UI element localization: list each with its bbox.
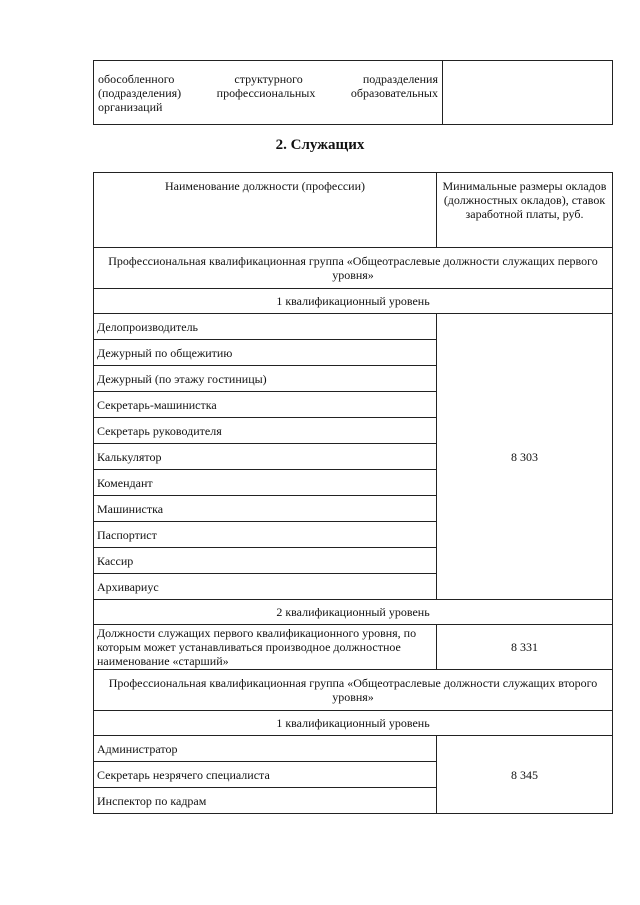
position-name: Архивариус (94, 574, 437, 600)
position-name: Секретарь-машинистка (94, 392, 437, 418)
salary-value: 8 345 (437, 736, 613, 814)
top-row-word: образовательных (350, 85, 438, 100)
table-row (94, 314, 613, 340)
level-title: 1 квалификационный уровень (94, 289, 613, 314)
position-name: Инспектор по кадрам (94, 788, 437, 814)
position-name: Дежурный по общежитию (94, 340, 437, 366)
top-row-word: подразделения (362, 71, 438, 86)
top-row-line-2 (98, 86, 438, 100)
level-title-row (94, 711, 613, 736)
position-name: Администратор (94, 736, 437, 762)
top-row-value-cell (443, 61, 613, 125)
table-row (94, 625, 613, 670)
level-title: 2 квалификационный уровень (94, 600, 613, 625)
position-name: Комендант (94, 470, 437, 496)
group-title: Профессиональная квалификационная группа «Общеотраслевые должности служащих второго уровня» (94, 670, 613, 711)
header-position-name: Наименование должности (профессии) (94, 173, 437, 248)
table-row (94, 61, 613, 125)
salary-value: 8 331 (437, 625, 613, 670)
level-title-row (94, 289, 613, 314)
salary-value: 8 303 (437, 314, 613, 600)
top-row-word: (подразделения) (98, 85, 182, 100)
top-continuation-table (93, 60, 613, 125)
position-name: Делопроизводитель (94, 314, 437, 340)
top-row-name-cell (94, 61, 443, 125)
position-name: Машинистка (94, 496, 437, 522)
level-title: 1 квалификационный уровень (94, 711, 613, 736)
top-row-line-3: организаций (98, 99, 163, 114)
level-title-row (94, 600, 613, 625)
position-name: Секретарь руководителя (94, 418, 437, 444)
position-name: Дежурный (по этажу гостиницы) (94, 366, 437, 392)
group-title-row (94, 248, 613, 289)
position-name: Кассир (94, 548, 437, 574)
table-header-row (94, 173, 613, 248)
salary-table (93, 172, 613, 814)
position-name: Паспортист (94, 522, 437, 548)
group-title-row (94, 670, 613, 711)
top-row-word: профессиональных (216, 85, 316, 100)
position-name: Должности служащих первого квалификационного уровня, по которым может устанавливаться производное должностное наименование «старший» (94, 625, 437, 670)
top-row-line-1 (98, 72, 438, 86)
section-title: 2. Служащих (275, 137, 365, 153)
top-row-word: структурного (234, 71, 303, 86)
group-title: Профессиональная квалификационная группа «Общеотраслевые должности служащих первого уровня» (94, 248, 613, 289)
table-row (94, 736, 613, 762)
header-salary: Минимальные размеры окладов (должностных окладов), ставок заработной платы, руб. (437, 173, 613, 248)
position-name: Калькулятор (94, 444, 437, 470)
top-row-word: обособленного (98, 71, 175, 86)
position-name: Секретарь незрячего специалиста (94, 762, 437, 788)
